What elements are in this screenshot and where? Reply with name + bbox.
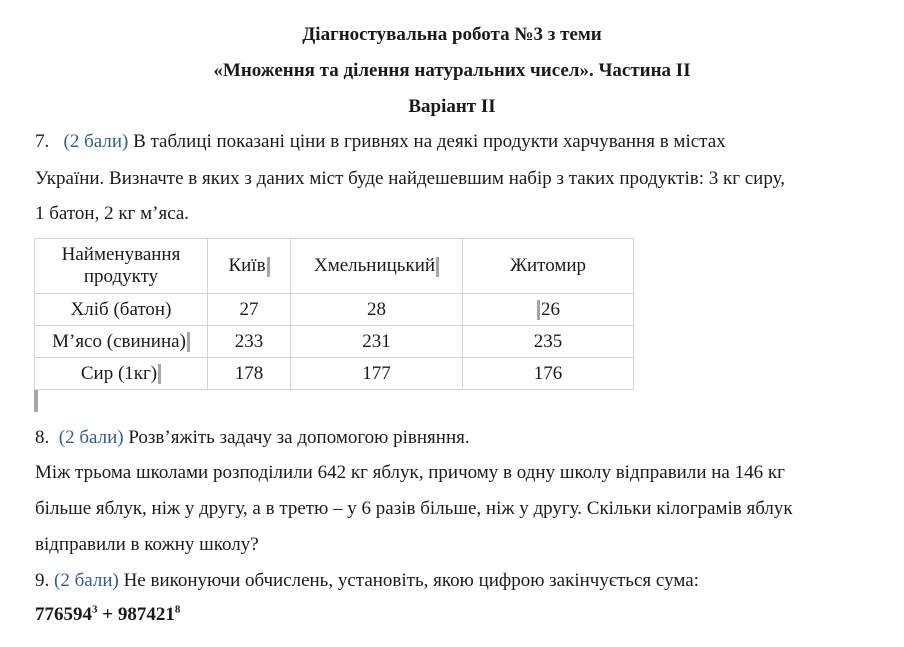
table-header-row — [35, 239, 634, 294]
row-name: Сир (1кг) — [35, 358, 208, 390]
edit-marker-icon — [187, 332, 190, 352]
task9-number: 9. — [35, 570, 50, 591]
task8-line-1 — [35, 427, 470, 449]
header-zhytomyr: Житомир — [463, 239, 634, 294]
row-name: М’ясо (свинина) — [35, 326, 208, 358]
edit-marker-icon — [267, 257, 270, 277]
edit-marker-icon — [436, 257, 439, 277]
task7-number: 7. — [35, 131, 50, 152]
task7-line-1 — [35, 131, 726, 153]
header-khmelnytskyi: Хмельницький — [291, 239, 463, 294]
task8-line-2: Між трьома школами розподілили 642 кг яблук, причому в одну школу відправили на 146 кг — [35, 462, 785, 483]
table-row — [35, 358, 634, 390]
header-line-2: «Множення та ділення натуральних чисел». Частина ІІ — [213, 60, 691, 81]
table-row — [35, 294, 634, 326]
row-name: Хліб (батон) — [35, 294, 208, 326]
cell-kyiv: 178 — [208, 358, 291, 390]
header-kyiv: Київ — [208, 239, 291, 294]
task9-text: Не виконуючи обчислень, установіть, якою цифрою закінчується сума: — [123, 570, 699, 591]
cell-zhytomyr: 235 — [463, 326, 634, 358]
task7-text-1: В таблиці показані ціни в гривнях на деякі продукти харчування в містах — [133, 131, 726, 152]
header-product: Найменування продукту — [35, 239, 208, 294]
cell-khmelnytskyi: 28 — [291, 294, 463, 326]
task9-points: (2 бали) — [54, 570, 119, 591]
task7-points: (2 бали) — [63, 131, 129, 152]
header-line-3: Варіант ІІ — [408, 96, 496, 117]
task8-line-3: більше яблук, ніж у другу, а в третю – у 6 разів більше, ніж у другу. Скільки кілограмів яблук — [35, 498, 793, 519]
table-row — [35, 326, 634, 358]
edit-marker-icon — [34, 390, 38, 412]
task9-line-1 — [35, 570, 699, 592]
price-table — [34, 238, 634, 390]
task7-line-2: України. Визначте в яких з даних міст буде найдешевшим набір з таких продуктів: 3 кг сиру, — [35, 168, 785, 189]
cell-khmelnytskyi: 231 — [291, 326, 463, 358]
task8-line-4: відправили в кожну школу? — [35, 534, 259, 555]
task7-line-3: 1 батон, 2 кг м’яса. — [35, 203, 190, 224]
task8-points: (2 бали) — [58, 427, 124, 448]
edit-marker-icon — [537, 300, 540, 320]
task9-formula: $776594^3 + 987421^8$ — [35, 603, 181, 625]
cell-kyiv: 27 — [208, 294, 291, 326]
task8-title: Розв’яжіть задачу за допомогою рівняння. — [128, 427, 470, 448]
cell-zhytomyr: 26 — [463, 294, 634, 326]
edit-marker-icon — [158, 364, 161, 384]
cell-khmelnytskyi: 177 — [291, 358, 463, 390]
header-line-1: Діагностувальна робота №3 з теми — [302, 24, 602, 45]
cell-zhytomyr: 176 — [463, 358, 634, 390]
task8-number: 8. — [35, 427, 50, 448]
cell-kyiv: 233 — [208, 326, 291, 358]
